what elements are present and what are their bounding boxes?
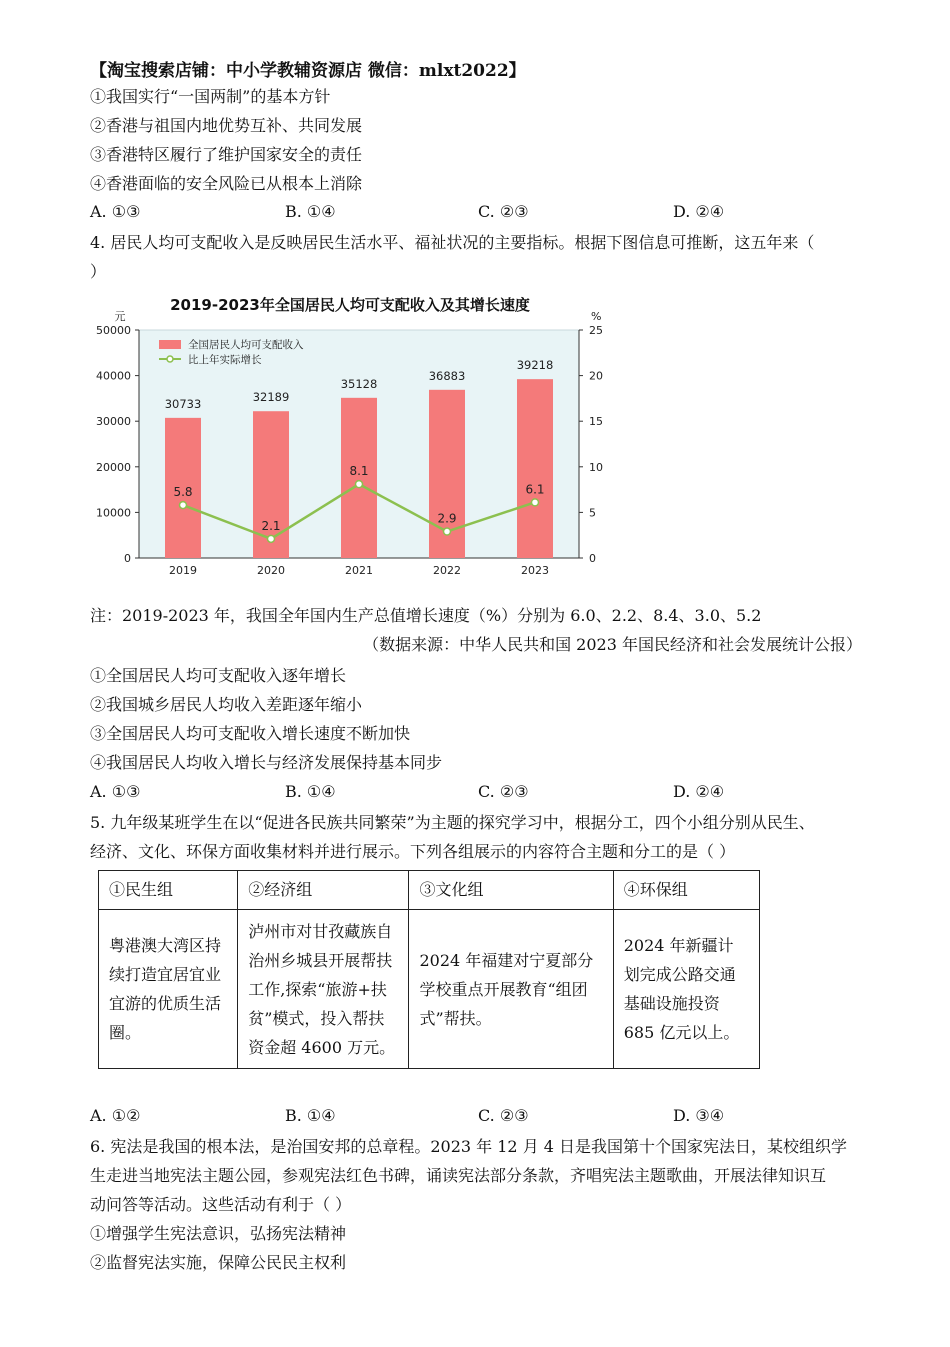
q4-stem-line2: ）	[90, 262, 107, 281]
left-tick-label: 50000	[96, 324, 131, 337]
bar-value-label: 32189	[252, 390, 290, 405]
q3-item-4: ④香港面临的安全风险已从根本上消除	[90, 174, 363, 193]
q3-option-b[interactable]: B. ①④	[285, 202, 336, 221]
q5-group-table	[98, 870, 760, 1069]
right-tick-label: 0	[589, 552, 596, 565]
growth-point	[268, 535, 275, 542]
q6-item-1: ①增强学生宪法意识，弘扬宪法精神	[90, 1224, 347, 1243]
q5-option-a[interactable]: A. ①②	[90, 1106, 141, 1125]
right-tick-label: 5	[589, 506, 596, 520]
q6-item-2: ②监督宪法实施，保障公民民主权利	[90, 1253, 347, 1272]
growth-value-label: 6.1	[525, 482, 545, 497]
q3-item-1: ①我国实行“一国两制”的基本方针	[90, 87, 331, 106]
chart-title: 2019-2023年全国居民人均可支配收入及其增长速度	[170, 296, 530, 314]
table-row	[99, 910, 760, 1069]
chart-canvas	[90, 290, 610, 585]
q6-stem-line2: 生走进当地宪法主题公园，参观宪法红色书碑，诵读宪法部分条款，齐唱宪法主题歌曲，开展法律知识互	[90, 1166, 827, 1185]
legend-line-label: 比上年实际增长	[188, 354, 262, 366]
q4-stem-line1: 4. 居民人均可支配收入是反映居民生活水平、福祉状况的主要指标。根据下图信息可推断，这五年来（	[90, 233, 815, 252]
growth-value-label: 2.1	[261, 518, 281, 533]
q4-item-3: ③全国居民人均可支配收入增长速度不断加快	[90, 724, 411, 743]
cell-culture: 2024 年福建对宁夏部分学校重点开展教育“组团式”帮扶。	[409, 910, 613, 1069]
q4-item-4: ④我国居民人均收入增长与经济发展保持基本同步	[90, 753, 443, 772]
left-tick-label: 30000	[96, 415, 131, 429]
left-axis-unit: 元	[114, 310, 126, 323]
q4-item-2: ②我国城乡居民人均收入差距逐年缩小	[90, 695, 363, 714]
q5-stem-line2: 经济、文化、环保方面收集材料并进行展示。下列各组展示的内容符合主题和分工的是（ ）	[90, 842, 736, 861]
left-tick-label: 40000	[96, 369, 131, 383]
growth-point	[532, 499, 539, 506]
bar-value-label: 30733	[164, 396, 202, 411]
x-tick-label: 2020	[257, 564, 285, 577]
growth-point	[444, 528, 451, 535]
right-tick-label: 15	[589, 415, 603, 429]
q6-stem-line1: 6. 宪法是我国的根本法，是治国安邦的总章程。2023 年 12 月 4 日是我国第十个国家宪法日，某校组织学	[90, 1137, 848, 1156]
cell-livelihood: 粤港澳大湾区持续打造宜居宜业宜游的优质生活圈。	[99, 910, 238, 1069]
growth-value-label: 8.1	[349, 464, 369, 479]
legend-line-marker	[167, 356, 173, 362]
bar-value-label: 36883	[428, 368, 466, 383]
q3-item-3: ③香港特区履行了维护国家安全的责任	[90, 145, 363, 164]
q5-option-d[interactable]: D. ③④	[673, 1106, 725, 1125]
q4-note: 注：2019-2023 年，我国全年国内生产总值增长速度（%）分别为 6.0、2.2、8.4、3.0、5.2	[90, 606, 762, 625]
right-tick-label: 25	[589, 324, 603, 337]
q4-option-c[interactable]: C. ②③	[478, 782, 529, 801]
legend-bar-swatch	[159, 340, 181, 349]
x-tick-label: 2022	[433, 564, 461, 577]
q4-item-1: ①全国居民人均可支配收入逐年增长	[90, 666, 347, 685]
right-tick-label: 20	[589, 369, 603, 383]
income-chart	[90, 290, 610, 585]
table-header-row	[99, 871, 760, 910]
cell-environment: 2024 年新疆计划完成公路交通基础设施投资 685 亿元以上。	[613, 910, 759, 1069]
left-tick-label: 20000	[96, 460, 131, 474]
q4-data-source: （数据来源：中华人民共和国 2023 年国民经济和社会发展统计公报）	[363, 635, 862, 654]
header-environment-group: ④环保组	[613, 871, 759, 910]
q3-options	[90, 201, 870, 223]
q5-options	[90, 1105, 870, 1127]
q5-stem-line1: 5. 九年级某班学生在以“促进各民族共同繁荣”为主题的探究学习中，根据分工，四个小组分别从民生、	[90, 813, 815, 832]
bar-value-label: 39218	[516, 358, 554, 373]
q5-option-b[interactable]: B. ①④	[285, 1106, 336, 1125]
cell-economy: 泸州市对甘孜藏族自治州乡城县开展帮扶工作,探索“旅游+扶贫”模式，投入帮扶资金超 4600 万元。	[238, 910, 409, 1069]
growth-point	[180, 502, 187, 509]
income-bar	[517, 379, 553, 558]
q4-option-b[interactable]: B. ①④	[285, 782, 336, 801]
bar-value-label: 35128	[340, 376, 378, 391]
q3-item-2: ②香港与祖国内地优势互补、共同发展	[90, 116, 363, 135]
growth-value-label: 5.8	[173, 485, 193, 500]
right-tick-label: 10	[589, 460, 603, 474]
header-economy-group: ②经济组	[238, 871, 409, 910]
q4-options	[90, 781, 870, 803]
growth-point	[356, 481, 363, 488]
x-tick-label: 2019	[169, 564, 197, 577]
q4-option-a[interactable]: A. ①③	[90, 782, 141, 801]
header-livelihood-group: ①民生组	[99, 871, 238, 910]
q5-option-c[interactable]: C. ②③	[478, 1106, 529, 1125]
x-tick-label: 2023	[521, 564, 549, 577]
shop-header: 【淘宝搜索店铺：中小学教辅资源店 微信：mlxt2022】	[90, 61, 526, 81]
x-tick-label: 2021	[345, 564, 373, 577]
left-tick-label: 10000	[96, 506, 131, 520]
right-axis-unit: %	[591, 310, 602, 323]
left-tick-label: 0	[124, 552, 131, 565]
q3-option-a[interactable]: A. ①③	[90, 202, 141, 221]
legend-bar-label: 全国居民人均可支配收入	[188, 339, 304, 351]
q6-stem-line3: 动问答等活动。这些活动有利于（ ）	[90, 1195, 352, 1214]
q3-option-d[interactable]: D. ②④	[673, 202, 725, 221]
growth-value-label: 2.9	[437, 511, 457, 526]
q4-option-d[interactable]: D. ②④	[673, 782, 725, 801]
header-culture-group: ③文化组	[409, 871, 613, 910]
q3-option-c[interactable]: C. ②③	[478, 202, 529, 221]
